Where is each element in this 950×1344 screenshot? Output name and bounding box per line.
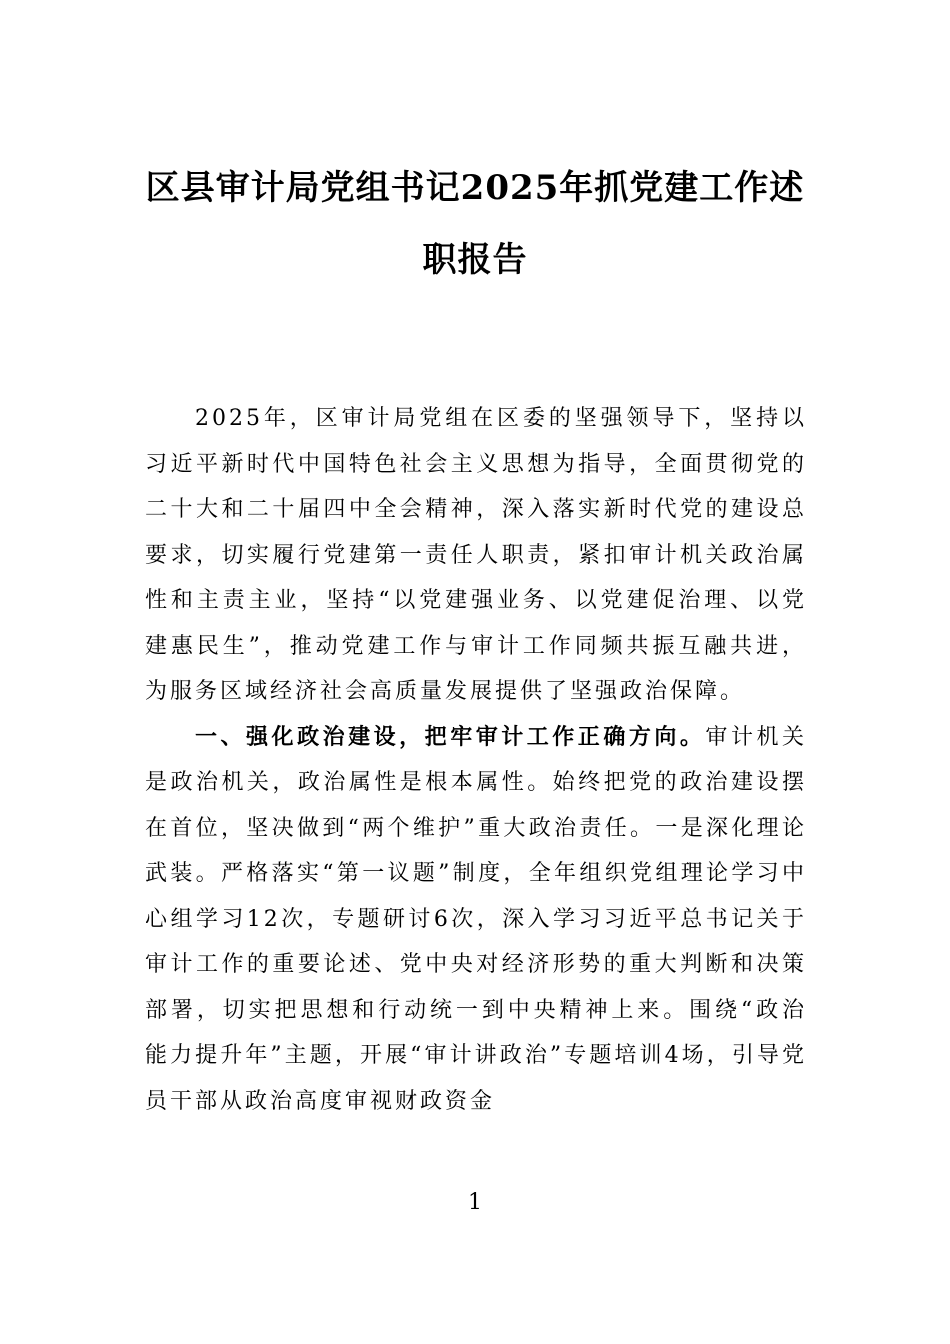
section-1-paragraph [145, 715, 807, 1125]
page-number: 1 [468, 1190, 482, 1215]
intro-paragraph: 2025年，区审计局党组在区委的坚强领导下，坚持以习近平新时代中国特色社会主义思想为指导，全面贯彻党的二十大和二十届四中全会精神，深入落实新时代党的建设总要求，切实履行党建第一责任人职责，紧扣审计机关政治属性和主责主业，坚持“以党建强业务、以党建促治理、以党建惠民生”，推动党建工作与审计工作同频共振互融共进，为服务区域经济社会高质量发展提供了坚强政治保障。 [145, 406, 807, 704]
document-body [145, 396, 807, 1124]
document-title-line-2: 职报告 [422, 240, 528, 280]
document-title-line-1: 区县审计局党组书记2025年抓党建工作述 [145, 168, 805, 208]
section-1-heading: 一、强化政治建设，把牢审计工作正确方向。 [195, 723, 706, 750]
section-1-body: 审计机关是政治机关，政治属性是根本属性。始终把党的政治建设摆在首位，坚决做到“两个维护”重大政治责任。一是深化理论武装。严格落实“第一议题”制度，全年组织党组理论学习中心组学习12次，专题研讨6次，深入学习习近平总书记关于审计工作的重要论述、党中央对经济形势的重大判断和决策部署，切实把思想和行动统一到中央精神上来。围绕“政治能力提升年”主题，开展“审计讲政治”专题培训4场，引导党员干部从政治高度审视财政资金 [145, 724, 807, 1114]
